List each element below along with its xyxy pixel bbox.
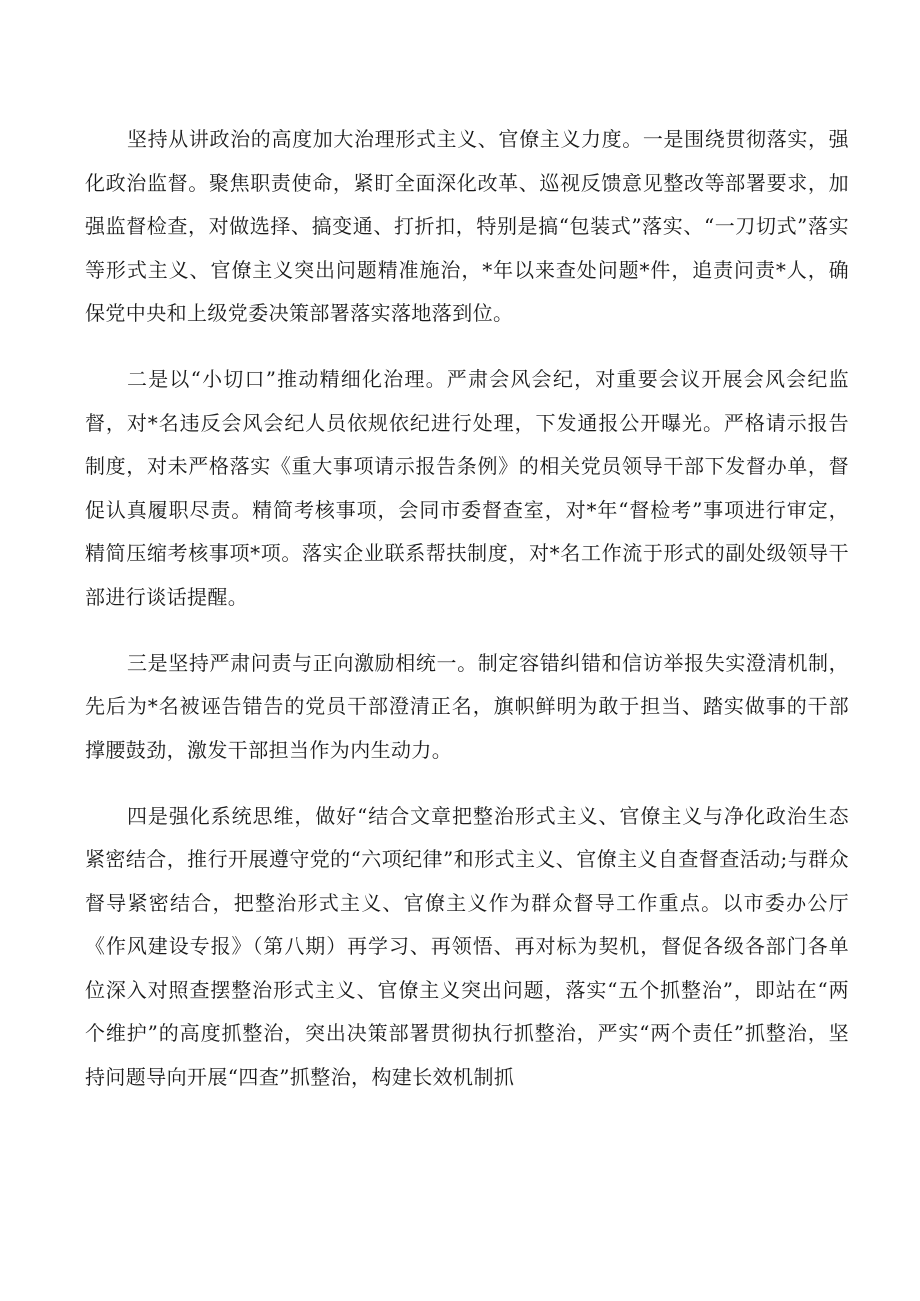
document-body bbox=[85, 118, 849, 1122]
paragraph-4: 四是强化系统思维，做好“结合文章把整治形式主义、官僚主义与净化政治生态紧密结合，推行开展遵守党的“六项纪律”和形式主义、官僚主义自查督查活动;与群众督导紧密结合，把整治形式主义、官僚主义作为群众督导工作重点。以市委办公厅《作风建设专报》（第八期）再学习、再领悟、再对标为契机，督促各级各部门各单位深入对照查摆整治形式主义、官僚主义突出问题，落实“五个抓整治”，即站在“两个维护”的高度抓整治，突出决策部署贯彻执行抓整治，严实“两个责任”抓整治，坚持问题导向开展“四查”抓整治，构建长效机制抓 bbox=[85, 803, 849, 1089]
paragraph-1: 坚持从讲政治的高度加大治理形式主义、官僚主义力度。一是围绕贯彻落实，强化政治监督。聚焦职责使命，紧盯全面深化改革、巡视反馈意见整改等部署要求，加强监督检查，对做选择、搞变通、打折扣，特别是搞“包装式”落实、“一刀切式”落实等形式主义、官僚主义突出问题精准施治，*年以来查处问题*件，追责问责*人，确保党中央和上级党委决策部署落实落地落到位。 bbox=[85, 127, 849, 325]
paragraph-3: 三是坚持严肃问责与正向激励相统一。制定容错纠错和信访举报失实澄清机制，先后为*名被诬告错告的党员干部澄清正名，旗帜鲜明为敢于担当、踏实做事的干部撑腰鼓劲，激发干部担当作为内生动力。 bbox=[85, 650, 849, 762]
paragraph-2: 二是以“小切口”推动精细化治理。严肃会风会纪，对重要会议开展会风会纪监督，对*名违反会风会纪人员依规依纪进行处理，下发通报公开曝光。严格请示报告制度，对未严格落实《重大事项请示报告条例》的相关党员领导干部下发督办单，督促认真履职尽责。精简考核事项，会同市委督查室，对*年“督检考”事项进行审定，精简压缩考核事项*项。落实企业联系帮扶制度，对*名工作流于形式的副处级领导干部进行谈话提醒。 bbox=[85, 367, 849, 609]
